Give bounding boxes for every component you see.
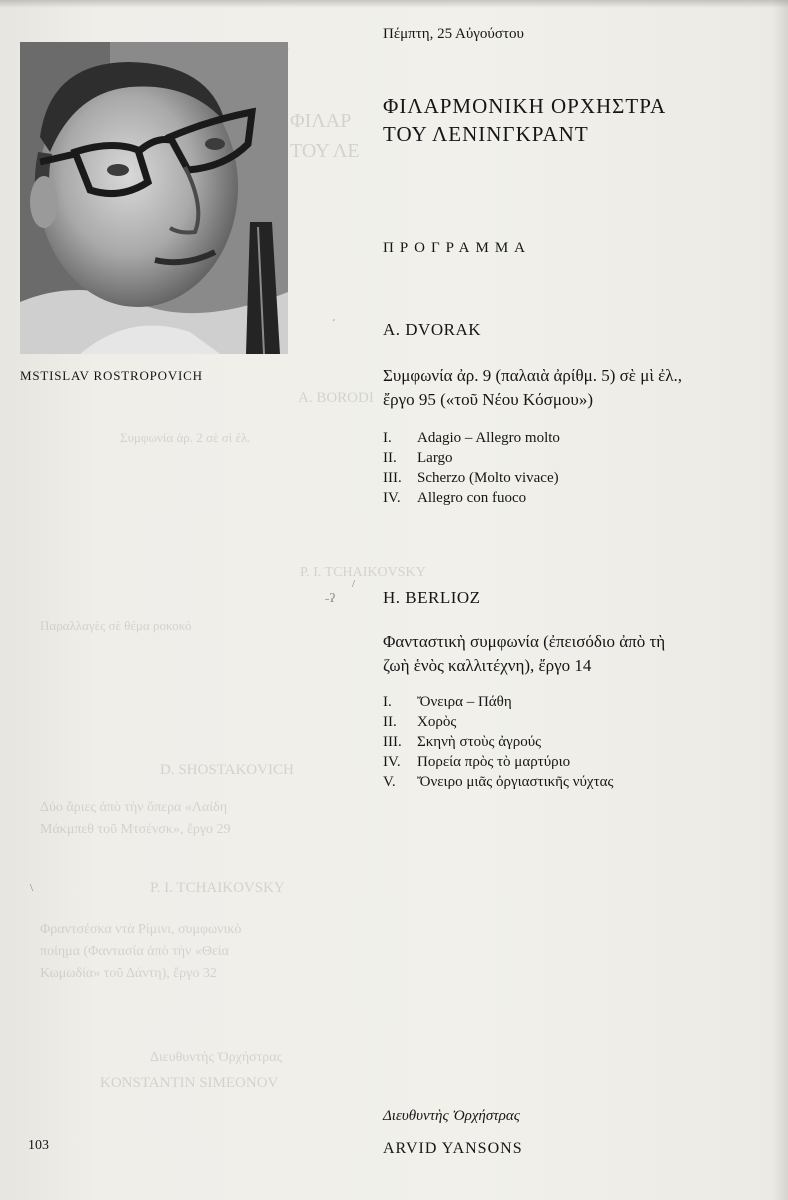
movement-number: IV. <box>383 490 401 506</box>
movement-number: II. <box>383 714 397 730</box>
movement-item <box>383 752 613 772</box>
movement-title: Πορεία πρὸς τὸ μαρτύριο <box>417 754 571 770</box>
movement-number: III. <box>383 734 402 750</box>
movement-number: II. <box>383 450 397 466</box>
work-title <box>383 364 778 412</box>
movement-title: Ὄνειρα – Πάθη <box>417 694 512 710</box>
orchestra-title-line1: ΦΙΛΑΡΜΟΝΙΚΗ ΟΡΧΗΣΤΡΑ <box>383 94 667 118</box>
portrait-illustration <box>20 42 288 354</box>
movement-item <box>383 448 560 468</box>
photo-caption: MSTISLAV ROSTROPOVICH <box>20 368 203 383</box>
composer-name: H. BERLIOZ <box>383 588 481 607</box>
scan-mark: / <box>352 578 356 590</box>
conductor-role: Διευθυντὴς Ὀρχήστρας <box>383 1108 520 1124</box>
work-title-line: ζωὴ ἑνὸς καλλιτέχνη), ἔργο 14 <box>383 656 592 675</box>
portrait-photo <box>20 42 288 354</box>
movement-title: Largo <box>417 450 453 466</box>
movement-title: Scherzo (Molto vivace) <box>417 470 559 486</box>
movement-title: Σκηνὴ στοὺς ἀγρούς <box>417 734 542 750</box>
work-title <box>383 630 778 678</box>
movement-list <box>383 692 613 792</box>
movement-title: Adagio – Allegro molto <box>417 430 560 446</box>
program-heading: ΠΡΟΓΡΑΜΜΑ <box>383 240 531 256</box>
movement-item <box>383 692 613 712</box>
movement-item <box>383 488 560 508</box>
movement-number: I. <box>383 430 392 446</box>
scan-top-shadow <box>0 0 788 8</box>
orchestra-title-line2: ΤΟΥ ΛΕΝΙΝΓΚΡΑΝΤ <box>383 122 589 146</box>
concert-date: Πέμπτη, 25 Αὐγούστου <box>383 26 524 42</box>
page-number: 103 <box>28 1138 49 1153</box>
work-title-line: Φανταστικὴ συμφωνία (ἐπεισόδιο ἀπὸ τὴ <box>383 632 666 651</box>
composer-name: A. DVORAK <box>383 320 481 339</box>
movement-title: Χορὸς <box>417 714 457 730</box>
scan-edge-shadow <box>772 0 788 1200</box>
scan-mark: ˗ʔ <box>325 590 336 605</box>
movement-number: III. <box>383 470 402 486</box>
work-title-line: ἔργο 95 («τοῦ Νέου Κόσμου») <box>383 390 594 409</box>
orchestra-title <box>383 92 666 148</box>
movement-item <box>383 468 560 488</box>
conductor-name: ARVID YANSONS <box>383 1140 523 1157</box>
movement-number: IV. <box>383 754 401 770</box>
movement-item <box>383 772 613 792</box>
movement-title: Allegro con fuoco <box>417 490 527 506</box>
movement-item <box>383 732 613 752</box>
scan-mark: \ <box>30 882 34 894</box>
movement-number: I. <box>383 694 392 710</box>
scan-mark: ´ <box>332 318 336 330</box>
movement-title: Ὄνειρο μιᾶς ὀργιαστικῆς νύχτας <box>417 774 614 790</box>
movement-item <box>383 712 613 732</box>
movement-list <box>383 428 560 508</box>
movement-number: V. <box>383 774 396 790</box>
work-title-line: Συμφωνία ἀρ. 9 (παλαιὰ ἀρίθμ. 5) σὲ μὶ ἐλ., <box>383 366 683 385</box>
movement-item <box>383 428 560 448</box>
